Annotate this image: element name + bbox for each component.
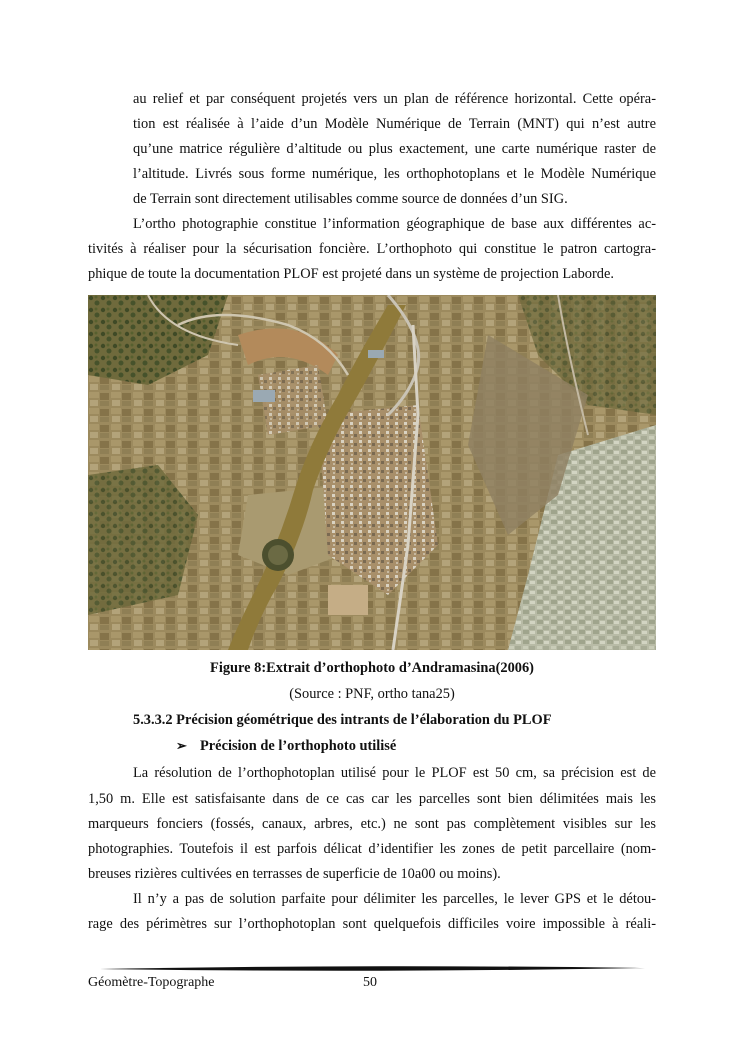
body-line: L’ortho photographie constitue l’information géographique de base aux différentes ac- xyxy=(133,216,656,232)
figure-source: (Source : PNF, ortho tana25) xyxy=(289,686,455,702)
body-line: 1,50 m. Elle est satisfaisante dans de ce cas car les parcelles sont bien délimitées mais les xyxy=(88,791,656,807)
footer-author: Géomètre-Topographe xyxy=(88,975,215,990)
body-line: photographies. Toutefois il est parfois délicat d’identifier les zones de petit parcellaire (nom- xyxy=(88,841,656,857)
body-line: tion est réalisée à l’aide d’un Modèle Numérique de Terrain (MNT) qui n’est autre xyxy=(133,116,656,132)
page-number: 50 xyxy=(363,975,377,990)
section-heading: 5.3.3.2 Précision géométrique des intrants de l’élaboration du PLOF xyxy=(133,712,552,728)
figure-caption: Figure 8:Extrait d’orthophoto d’Andramasina(2006) xyxy=(210,660,534,676)
bullet-item xyxy=(176,737,396,755)
body-line: au relief et par conséquent projetés vers un plan de référence horizontal. Cette opéra- xyxy=(133,91,656,107)
arrow-bullet-icon: ➢ xyxy=(176,738,187,753)
body-line: rage des périmètres sur l’orthophotoplan sont quelquefois difficiles voire impossible à réali- xyxy=(88,916,656,932)
body-line: tivités à réaliser pour la sécurisation foncière. L’orthophoto qui constitue le patron cartogra- xyxy=(88,241,656,257)
footer-divider xyxy=(100,964,645,974)
body-line: phique de toute la documentation PLOF est projeté dans un système de projection Laborde. xyxy=(88,266,614,282)
bullet-text: Précision de l’orthophoto utilisé xyxy=(200,738,397,754)
body-line: breuses rizières cultivées en terrasses de superficie de 10a00 ou moins). xyxy=(88,866,501,882)
body-line: de Terrain sont directement utilisables comme source de données d’un SIG. xyxy=(133,191,568,207)
body-line: l’altitude. Livrés sous forme numérique, les orthophotoplans et le Modèle Numérique xyxy=(133,166,656,182)
body-line: qu’une matrice régulière d’altitude ou plus exactement, une carte numérique raster de xyxy=(133,141,656,157)
orthophoto-image xyxy=(88,295,656,650)
body-line: Il n’y a pas de solution parfaite pour délimiter les parcelles, le lever GPS et le détou- xyxy=(133,891,656,907)
body-line: marqueurs fonciers (fossés, canaux, arbres, etc.) ne sont pas complètement visibles sur les xyxy=(88,816,656,832)
body-line: La résolution de l’orthophotoplan utilisé pour le PLOF est 50 cm, sa précision est de xyxy=(133,765,656,781)
orthophoto-graphic xyxy=(88,295,656,650)
